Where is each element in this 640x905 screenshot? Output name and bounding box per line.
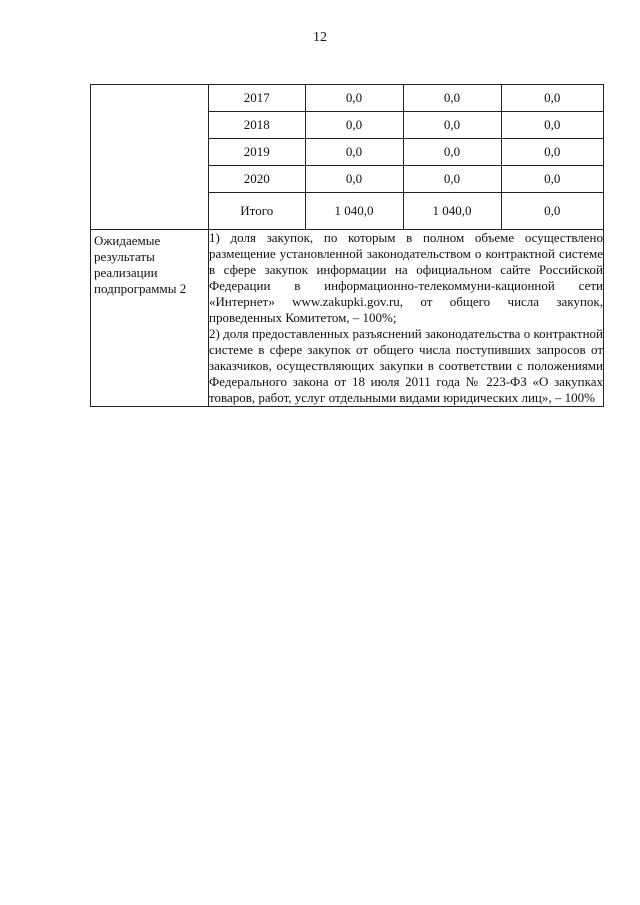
total-row: [209, 193, 603, 230]
value-cell: 0,0: [305, 139, 403, 166]
table-row: [209, 112, 603, 139]
result-item-2: 2) доля предоставленных разъяснений законодательства о контрактной системе в сфере закупок от общего числа поступивших запросов от заказчиков, осуществляющих закупки в соответствии с положениями Федерального закона от 18 июля 2011 года № 223-ФЗ «О закупках товаров, работ, услуг отдельными видами юридических лиц», – 100%: [209, 326, 603, 405]
total-value: 1 040,0: [305, 193, 403, 230]
value-cell: 0,0: [403, 139, 501, 166]
value-cell: 0,0: [501, 112, 603, 139]
value-cell: 0,0: [403, 112, 501, 139]
table-row: [209, 139, 603, 166]
total-value: 1 040,0: [403, 193, 501, 230]
table-row: [209, 166, 603, 193]
value-cell: 0,0: [403, 166, 501, 193]
value-cell: 0,0: [501, 139, 603, 166]
value-cell: 0,0: [305, 85, 403, 112]
document-table: [90, 84, 604, 407]
year-cell: 2019: [209, 139, 305, 166]
funding-cell: [209, 85, 604, 230]
year-cell: 2017: [209, 85, 305, 112]
year-cell: 2018: [209, 112, 305, 139]
table-row: [209, 85, 603, 112]
value-cell: 0,0: [305, 112, 403, 139]
empty-label-cell: [91, 85, 209, 230]
total-label: Итого: [209, 193, 305, 230]
funding-row: [91, 85, 604, 230]
results-label: Ожидаемые результаты реализации подпрограммы 2: [94, 233, 187, 296]
value-cell: 0,0: [403, 85, 501, 112]
page-number: 12: [313, 30, 327, 45]
value-cell: 0,0: [501, 166, 603, 193]
value-cell: 0,0: [501, 85, 603, 112]
result-item-1: 1) доля закупок, по которым в полном объеме осуществлено размещение установленной законодательством о контрактной системе в сфере закупок информации на официальном сайте Российской Федерации в информационно-телекоммуни-кационной сети «Интернет» www.zakupki.gov.ru, от общего числа закупок, проведенных Комитетом, – 100%;: [209, 230, 603, 325]
value-cell: 0,0: [305, 166, 403, 193]
year-cell: 2020: [209, 166, 305, 193]
total-value: 0,0: [501, 193, 603, 230]
funding-table: [209, 85, 603, 229]
results-text-cell: [209, 230, 604, 407]
results-label-cell: [91, 230, 209, 407]
results-row: [91, 230, 604, 407]
